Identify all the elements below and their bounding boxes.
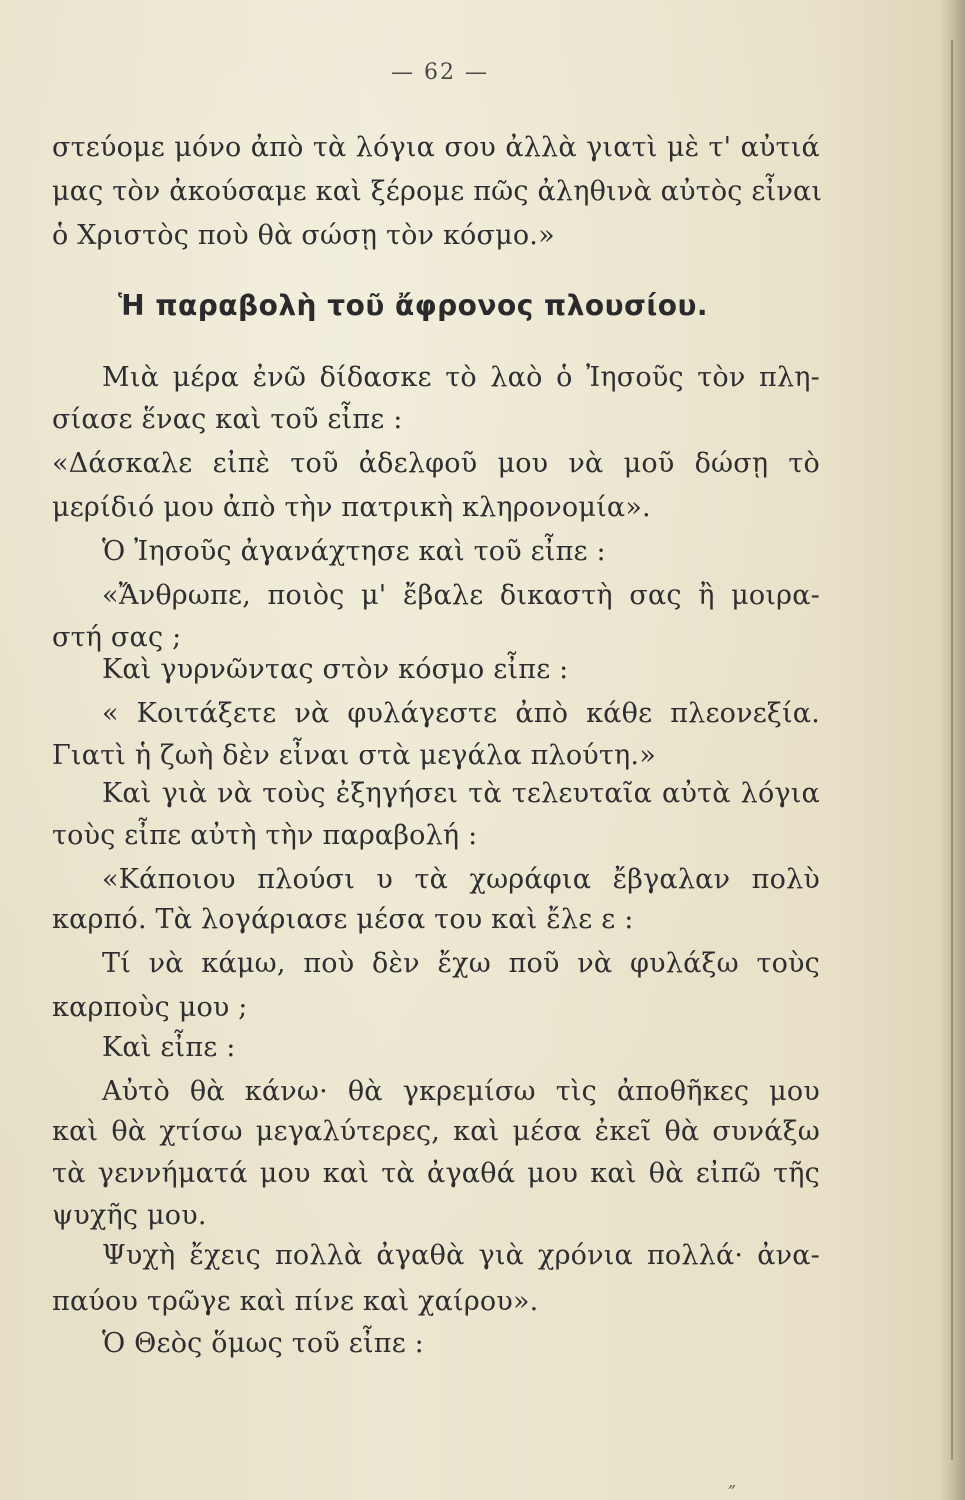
text-line: Τί νὰ κάμω, ποὺ δὲν ἔχω ποῦ νὰ φυλάξω τοὺς xyxy=(102,948,820,979)
text-line: μερίδιό μου ἀπὸ τὴν πατρικὴ κληρονομία». xyxy=(52,492,651,523)
text-line: καρποὺς μου ; xyxy=(52,992,248,1023)
page-number: — 62 — xyxy=(391,60,489,85)
text-line: «Δάσκαλε εἰπὲ τοῦ ἀδελφοῦ μου νὰ μοῦ δώσῃ τὸ xyxy=(52,448,820,479)
text-line: «Ἄνθρωπε, ποιὸς μ' ἔβαλε δικαστὴ σας ἢ μοιρα- xyxy=(102,580,820,611)
text-line: παύου τρῶγε καὶ πίνε καὶ χαίρου». xyxy=(52,1286,539,1317)
text-line: Ὁ Θεὸς ὅμως τοῦ εἶπε : xyxy=(102,1328,424,1359)
text-line: στεύομε μόνο ἀπὸ τὰ λόγια σου ἀλλὰ γιατὶ μὲ τ' αὐτιά xyxy=(52,132,820,163)
text-line: στή σας ; xyxy=(52,622,182,653)
text-line: « Κοιτάξετε νὰ φυλάγεστε ἀπὸ κάθε πλεονεξία. xyxy=(102,698,820,729)
section-heading: Ἡ παραβολὴ τοῦ ἄφρονος πλουσίου. xyxy=(118,289,709,322)
text-line: Ψυχὴ ἔχεις πολλὰ ἀγαθὰ γιὰ χρόνια πολλά· ἀνα- xyxy=(102,1240,820,1271)
text-line: τοὺς εἶπε αὐτὴ τὴν παραβολή : xyxy=(52,820,478,851)
text-line: Γιατὶ ἡ ζωὴ δὲν εἶναι στὰ μεγάλα πλούτη.» xyxy=(52,740,656,771)
text-line: ψυχῆς μου. xyxy=(52,1200,207,1231)
text-line: καὶ θὰ χτίσω μεγαλύτερες, καὶ μέσα ἐκεῖ θὰ συνάξω xyxy=(52,1116,820,1147)
text-line: καρπό. Τὰ λογάριασε μέσα του καὶ ἔλε ε : xyxy=(52,904,634,935)
text-line: Καὶ γυρνῶντας στὸν κόσμο εἶπε : xyxy=(102,654,569,685)
text-line: Ὁ Ἰησοῦς ἀγανάχτησε καὶ τοῦ εἶπε : xyxy=(102,536,606,567)
page-edge-line xyxy=(951,40,953,1460)
text-line: μας τὸν ἀκούσαμε καὶ ξέρομε πῶς ἀληθινὰ αὐτὸς εἶναι xyxy=(52,176,823,207)
text-line: «Κάποιου πλούσι υ τὰ χωράφια ἔβγαλαν πολὺ xyxy=(102,864,820,895)
footer-mark: „ xyxy=(728,1472,737,1491)
text-line: σίασε ἕνας καὶ τοῦ εἶπε : xyxy=(52,404,403,435)
text-line: Καὶ εἶπε : xyxy=(102,1032,236,1063)
text-line: τὰ γεννήματά μου καὶ τὰ ἀγαθά μου καὶ θὰ εἰπῶ τῆς xyxy=(52,1158,820,1189)
text-line: ὁ Χριστὸς ποὺ θὰ σώσῃ τὸν κόσμο.» xyxy=(52,220,555,251)
text-line: Μιὰ μέρα ἐνῶ δίδασκε τὸ λαὸ ὁ Ἰησοῦς τὸν πλη- xyxy=(102,362,820,393)
text-line: Αὐτὸ θὰ κάνω· θὰ γκρεμίσω τὶς ἀποθῆκες μου xyxy=(102,1076,820,1107)
text-line: Καὶ γιὰ νὰ τοὺς ἐξηγήσει τὰ τελευταῖα αὐτὰ λόγια xyxy=(102,778,820,809)
